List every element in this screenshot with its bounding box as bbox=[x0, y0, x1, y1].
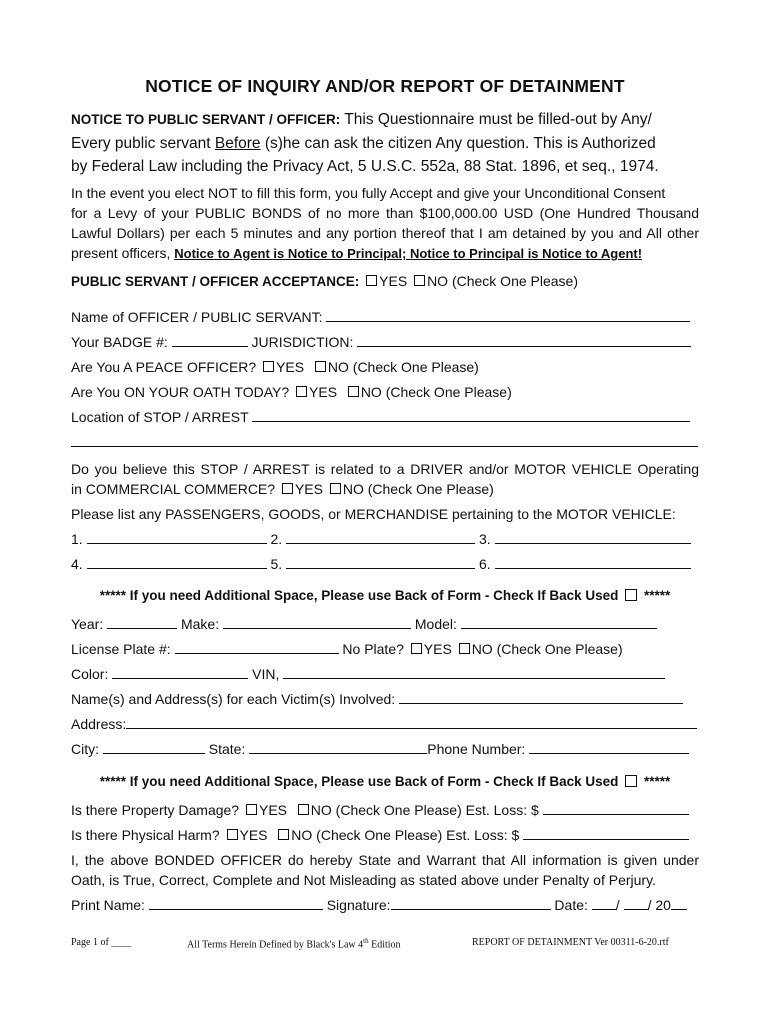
consent-line-3: Lawful Dollars) per each 5 minutes and any portion thereof that I am detained by you and All other bbox=[71, 225, 699, 241]
print-name-field[interactable] bbox=[149, 896, 323, 910]
date-year-field[interactable] bbox=[671, 896, 687, 910]
date-month-field[interactable] bbox=[592, 896, 616, 910]
intro-line-2: Every public servant Before (s)he can ask the citizen Any question. This is Authorized bbox=[71, 135, 656, 152]
signature-row: Print Name: Signature: Date: / / 20 bbox=[71, 896, 699, 914]
consent-line-1: In the event you elect NOT to fill this form, you fully Accept and give your Unconditional Consent bbox=[71, 185, 666, 201]
victims-field[interactable] bbox=[399, 690, 683, 704]
passenger-6-field[interactable] bbox=[495, 555, 691, 569]
space-notice-1: ***** If you need Additional Space, Please use Back of Form - Check If Back Used ***** bbox=[99, 588, 671, 603]
passenger-5-field[interactable] bbox=[286, 555, 475, 569]
state-field[interactable] bbox=[249, 740, 427, 754]
acceptance-row: PUBLIC SERVANT / OFFICER ACCEPTANCE: YES NO (Check One Please) bbox=[71, 273, 579, 289]
footer-page-count: Page 1 of ____ bbox=[71, 937, 132, 948]
location-field-2[interactable] bbox=[71, 433, 698, 447]
property-loss-field[interactable] bbox=[543, 801, 689, 815]
form-title: NOTICE OF INQUIRY AND/OR REPORT OF DETAINMENT bbox=[145, 76, 625, 96]
intro-line-1: NOTICE TO PUBLIC SERVANT / OFFICER: This Questionnaire must be filled-out by Any/ bbox=[71, 111, 652, 128]
footer-version: REPORT OF DETAINMENT Ver 00311-6-20.rtf bbox=[472, 937, 669, 948]
oath-no-checkbox[interactable] bbox=[348, 386, 359, 397]
before-underlined: Before bbox=[214, 135, 261, 152]
no-plate-yes-checkbox[interactable] bbox=[411, 643, 422, 654]
notice-lead: NOTICE TO PUBLIC SERVANT / OFFICER: bbox=[71, 112, 341, 127]
notice-agent-principal: Notice to Agent is Notice to Principal; Notice to Principal is Notice to Agent! bbox=[174, 246, 643, 261]
peace-yes-checkbox[interactable] bbox=[263, 361, 274, 372]
consent-line-4: present officers, Notice to Agent is Notice to Principal; Notice to Principal is Notice to Agent! bbox=[71, 245, 643, 261]
address-row: Address: bbox=[71, 715, 699, 733]
vehicle-row: Year: Make: Model: bbox=[71, 615, 699, 633]
model-field[interactable] bbox=[461, 615, 657, 629]
back-used-checkbox-2[interactable] bbox=[625, 775, 637, 787]
address-field[interactable] bbox=[126, 715, 697, 729]
acceptance-label: PUBLIC SERVANT / OFFICER ACCEPTANCE: bbox=[71, 274, 360, 289]
officer-name-field[interactable] bbox=[326, 308, 690, 322]
harm-yes-checkbox[interactable] bbox=[227, 829, 238, 840]
property-damage-row: Is there Property Damage? YES NO (Check One Please) Est. Loss: $ bbox=[71, 801, 699, 819]
city-field[interactable] bbox=[103, 740, 205, 754]
commercial-yes-checkbox[interactable] bbox=[282, 483, 293, 494]
commercial-line-1: Do you believe this STOP / ARREST is related to a DRIVER and/or MOTOR VEHICLE Operating bbox=[71, 461, 699, 477]
year-field[interactable] bbox=[107, 615, 177, 629]
no-plate-no-checkbox[interactable] bbox=[459, 643, 470, 654]
physical-harm-row: Is there Physical Harm? YES NO (Check One Please) Est. Loss: $ bbox=[71, 826, 699, 844]
oath-row: Are You ON YOUR OATH TODAY? YES NO (Check One Please) bbox=[71, 384, 512, 400]
oath-yes-checkbox[interactable] bbox=[296, 386, 307, 397]
location-row: Location of STOP / ARREST bbox=[71, 408, 699, 426]
property-yes-checkbox[interactable] bbox=[246, 804, 257, 815]
footer-terms: All Terms Herein Defined by Black's Law 4th Edition bbox=[187, 937, 401, 951]
plate-row: License Plate #: No Plate? YES NO (Check One Please) bbox=[71, 641, 623, 657]
acceptance-yes-checkbox[interactable] bbox=[366, 275, 377, 286]
peace-officer-row: Are You A PEACE OFFICER? YES NO (Check One Please) bbox=[71, 359, 479, 375]
commercial-line-2: in COMMERCIAL COMMERCE? YES NO (Check One Please) bbox=[71, 481, 494, 497]
passenger-3-field[interactable] bbox=[495, 530, 691, 544]
passengers-row-1: 1. 2. 3. bbox=[71, 530, 699, 548]
harm-loss-field[interactable] bbox=[523, 826, 689, 840]
peace-no-checkbox[interactable] bbox=[315, 361, 326, 372]
vin-field[interactable] bbox=[283, 665, 665, 679]
jurisdiction-field[interactable] bbox=[357, 333, 691, 347]
city-state-phone-row: City: State: Phone Number: bbox=[71, 740, 699, 758]
acceptance-no-checkbox[interactable] bbox=[414, 275, 425, 286]
harm-no-checkbox[interactable] bbox=[278, 829, 289, 840]
officer-name-row: Name of OFFICER / PUBLIC SERVANT: bbox=[71, 308, 699, 326]
space-notice-2: ***** If you need Additional Space, Please use Back of Form - Check If Back Used ***** bbox=[99, 774, 671, 789]
victims-row: Name(s) and Address(s) for each Victim(s) Involved: bbox=[71, 690, 699, 708]
property-no-checkbox[interactable] bbox=[298, 804, 309, 815]
passengers-prompt: Please list any PASSENGERS, GOODS, or MERCHANDISE pertaining to the MOTOR VEHICLE: bbox=[71, 506, 676, 522]
commercial-no-checkbox[interactable] bbox=[330, 483, 341, 494]
location-field[interactable] bbox=[252, 408, 690, 422]
passenger-4-field[interactable] bbox=[87, 555, 267, 569]
signature-field[interactable] bbox=[391, 896, 551, 910]
make-field[interactable] bbox=[223, 615, 411, 629]
phone-field[interactable] bbox=[529, 740, 689, 754]
passengers-row-2: 4. 5. 6. bbox=[71, 555, 699, 573]
passenger-1-field[interactable] bbox=[87, 530, 267, 544]
badge-field[interactable] bbox=[172, 333, 248, 347]
back-used-checkbox-1[interactable] bbox=[625, 589, 637, 601]
badge-row: Your BADGE #: JURISDICTION: bbox=[71, 333, 699, 351]
color-vin-row: Color: VIN, bbox=[71, 665, 699, 683]
passenger-2-field[interactable] bbox=[286, 530, 475, 544]
intro-line-3: by Federal Law including the Privacy Act, 5 U.S.C. 552a, 88 Stat. 1896, et seq., 1974. bbox=[71, 158, 659, 175]
warrant-line-1: I, the above BONDED OFFICER do hereby State and Warrant that All information is given under bbox=[71, 852, 699, 868]
plate-field[interactable] bbox=[175, 640, 339, 654]
warrant-line-2: Oath, is True, Correct, Complete and Not Misleading as stated above under Penalty of Perjury. bbox=[71, 872, 656, 888]
date-day-field[interactable] bbox=[624, 896, 648, 910]
location-row-2 bbox=[71, 433, 699, 451]
color-field[interactable] bbox=[112, 665, 248, 679]
consent-line-2: for a Levy of your PUBLIC BONDS of no more than $100,000.00 USD (One Hundred Thousand bbox=[71, 205, 699, 221]
